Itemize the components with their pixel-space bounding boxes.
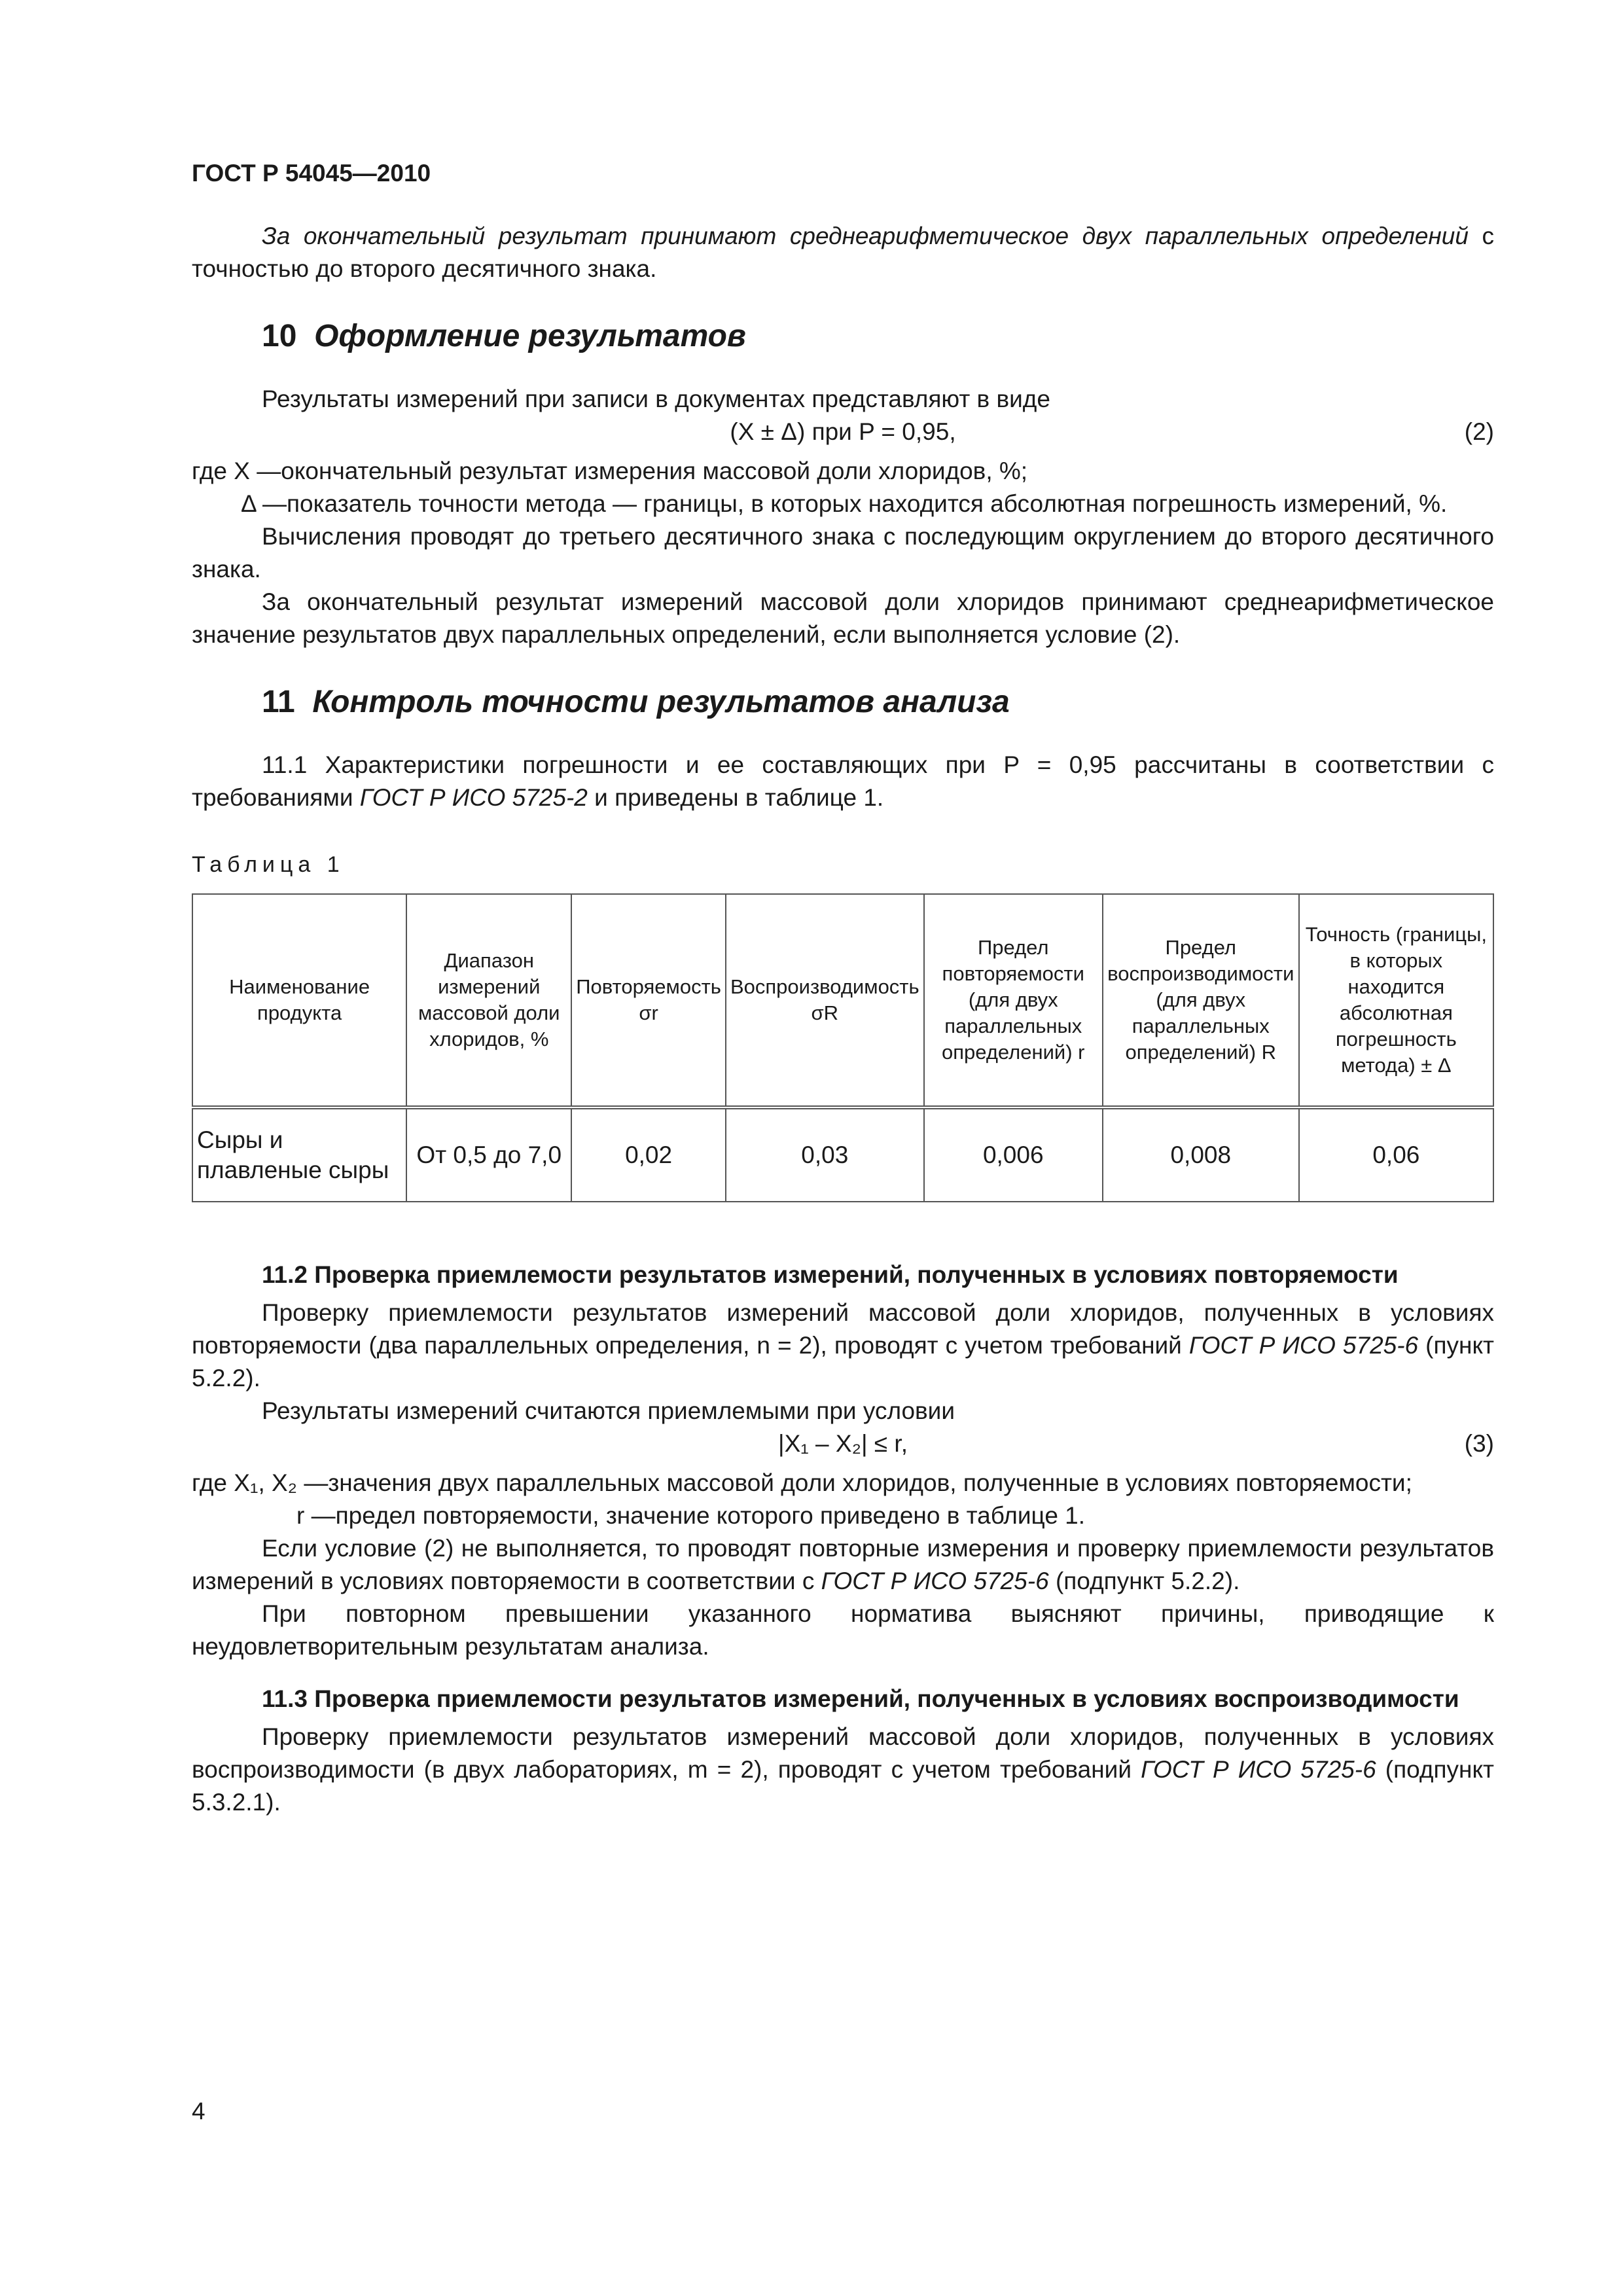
page-number: 4: [192, 2098, 205, 2125]
col-header-repeatability-limit: Предел повторяемости (для двух параллельных определений) r: [924, 894, 1103, 1107]
cell-reproducibility-limit: 0,008: [1103, 1107, 1299, 1202]
sub113-p1-text: Проверку приемлемости результатов измерений массовой доли хлоридов, полученных в условиях воспроизводимости (в двух лабораториях, m = 2), проводят с учетом требований: [192, 1723, 1494, 1783]
sub112-p1-tail: (пункт 5.2.2).: [192, 1332, 1494, 1391]
document-page: [192, 151, 1494, 1819]
cell-repeatability-limit: 0,006: [924, 1107, 1103, 1202]
section-10-paragraph-3: За окончательный результат измерений массовой доли хлоридов принимают среднеарифметическое значение результатов двух параллельных определений, если выполняется условие (2).: [192, 588, 1494, 648]
legend-symbol-delta: Δ —: [241, 490, 287, 517]
section-11-p1-tail: и приведены в таблице 1.: [587, 784, 884, 811]
sub112-p3-text: Если условие (2) не выполняется, то проводят повторные измерения и проверку приемлемости результатов измерений в условиях повторяемости в соответствии с: [192, 1535, 1494, 1594]
legend-symbol-r: r —: [296, 1502, 336, 1529]
section-10-title: Оформление результатов: [314, 319, 746, 353]
col-header-reproducibility: Воспроизводимость σR: [726, 894, 924, 1107]
section-11-title: Контроль точности результатов анализа: [312, 685, 1010, 719]
legend-row-x1-x2: [192, 1467, 1494, 1499]
formula-2-number: (2): [1464, 418, 1494, 445]
sub112-p3-tail: (подпункт 5.2.2).: [1048, 1568, 1240, 1594]
col-header-reproducibility-limit: Предел воспроизводимости (для двух параллельных определений) R: [1103, 894, 1299, 1107]
cell-range: От 0,5 до 7,0: [406, 1107, 571, 1202]
legend-desc-r: предел повторяемости, значение которого приведено в таблице 1.: [335, 1502, 1086, 1529]
col-header-accuracy: Точность (границы, в которых находится абсолютная погрешность метода) ± Δ: [1299, 894, 1493, 1107]
cell-reproducibility: 0,03: [726, 1107, 924, 1202]
intro-normal: с точностью до второго десятичного знака.: [192, 223, 1495, 282]
subsection-11-2-paragraph-1: [192, 1297, 1494, 1395]
legend-symbol-x: где X —: [192, 457, 281, 484]
intro-paragraph: [192, 220, 1494, 285]
formula-3-expression: |X₁ – X₂| ≤ r,: [778, 1430, 908, 1457]
legend-symbol-x1-x2: где X₁, X₂ —: [192, 1469, 329, 1496]
subsection-11-2-heading: 11.2 Проверка приемлемости результатов измерений, полученных в условиях повторяемости: [262, 1261, 1399, 1288]
cell-accuracy: 0,06: [1299, 1107, 1493, 1202]
section-11-heading: [262, 684, 1494, 720]
subsection-11-3-paragraph-1: [192, 1721, 1494, 1819]
sub113-p1-tail: (подпункт 5.3.2.1).: [192, 1756, 1494, 1816]
col-header-product: Наименование продукта: [192, 894, 406, 1107]
legend-row-r: [192, 1499, 1494, 1532]
section-10-heading: [262, 318, 1494, 354]
section-11-p1-text: 11.1 Характеристики погрешности и ее составляющих при P = 0,95 рассчитаны в соответствии с требованиями: [192, 751, 1494, 811]
sub112-p1-ref: ГОСТ Р ИСО 5725-6: [1188, 1332, 1419, 1359]
section-11-paragraph-1: [192, 749, 1494, 814]
col-header-range: Диапазон измерений массовой доли хлоридов, %: [406, 894, 571, 1107]
sub113-p1-ref: ГОСТ Р ИСО 5725-6: [1141, 1756, 1376, 1783]
formula-2-expression: (X ± Δ) при P = 0,95,: [730, 418, 956, 445]
subsection-11-3-heading: 11.3 Проверка приемлемости результатов измерений, полученных в условиях воспроизводимости: [262, 1685, 1459, 1712]
table-row: [192, 1107, 1493, 1202]
col-header-repeatability: Повторяемость σr: [571, 894, 726, 1107]
legend-desc-x: окончательный результат измерения массовой доли хлоридов, %;: [281, 457, 1028, 484]
intro-italic: За окончательный результат принимают среднеарифметическое двух параллельных определений: [262, 223, 1469, 249]
section-10-number: 10: [262, 319, 297, 353]
subsection-11-2-paragraph-3: [192, 1532, 1494, 1598]
document-header: ГОСТ Р 54045—2010: [192, 160, 431, 187]
formula-2-legend: [192, 455, 1494, 520]
section-10-paragraph-1: Результаты измерений при записи в документах представляют в виде: [262, 386, 1050, 412]
cell-repeatability: 0,02: [571, 1107, 726, 1202]
subsection-11-2-paragraph-2: Результаты измерений считаются приемлемыми при условии: [262, 1397, 955, 1424]
formula-3: [192, 1427, 1494, 1467]
legend-row-delta: [192, 488, 1494, 520]
section-11-p1-ref: ГОСТ Р ИСО 5725-2: [359, 784, 588, 811]
legend-desc-x1-x2: значения двух параллельных массовой доли хлоридов, полученные в условиях повторяемости;: [328, 1469, 1412, 1496]
formula-3-number: (3): [1464, 1430, 1494, 1457]
subsection-11-2-paragraph-4: При повторном превышении указанного норматива выясняют причины, приводящие к неудовлетворительным результатам анализа.: [192, 1600, 1494, 1660]
sub112-p3-ref: ГОСТ Р ИСО 5725-6: [821, 1568, 1049, 1594]
sub112-p1-text: Проверку приемлемости результатов измерений массовой доли хлоридов, полученных в условиях повторяемости (два параллельных определения, n = 2), проводят с учетом требований: [192, 1299, 1494, 1359]
legend-desc-delta: показатель точности метода — границы, в которых находится абсолютная погрешность измерений, %.: [286, 490, 1448, 517]
legend-row-x: [192, 455, 1494, 488]
table-caption: Таблица 1: [192, 852, 345, 877]
formula-2: [192, 416, 1494, 455]
cell-product: Сыры и плавленые сыры: [192, 1107, 406, 1202]
formula-3-legend: [192, 1467, 1494, 1532]
section-10-paragraph-2: Вычисления проводят до третьего десятичного знака с последующим округлением до второго десятичного знака.: [192, 523, 1494, 583]
table-1: [192, 893, 1494, 1202]
section-11-number: 11: [262, 685, 295, 719]
table-header-row: [192, 894, 1493, 1107]
